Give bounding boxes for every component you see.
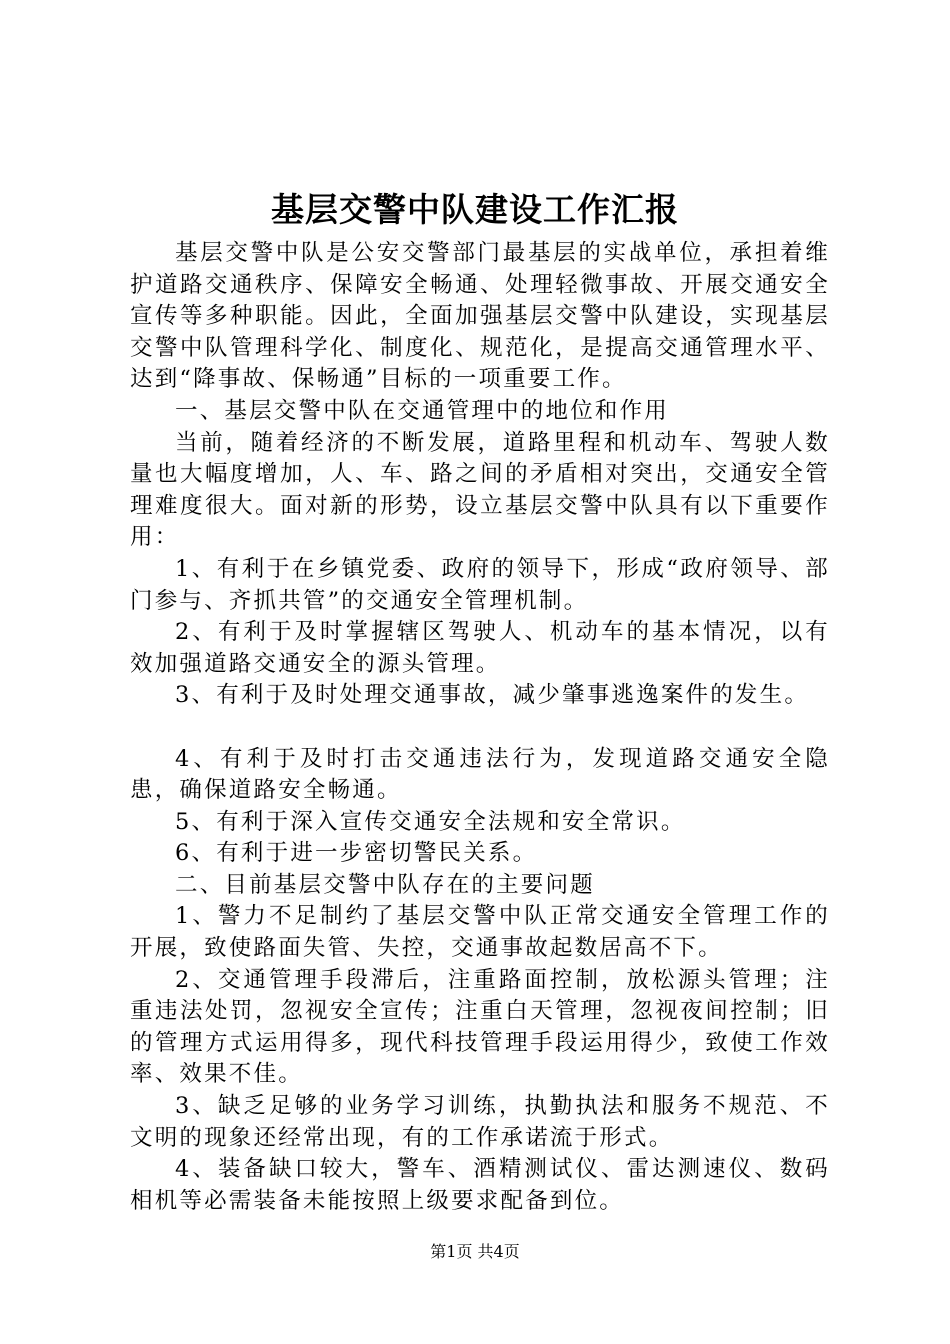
section-2-item-1: 1、警力不足制约了基层交警中队正常交通安全管理工作的开展，致使路面失管、失控，交通事故起数居高不下。 [130, 903, 830, 962]
section-1-item-2: 2、有利于及时掌握辖区驾驶人、机动车的基本情况，以有效加强道路交通安全的源头管理。 [130, 619, 830, 677]
section-1-item-1: 1、有利于在乡镇党委、政府的领导下，形成“政府领导、部门参与、齐抓共管”的交通安全管理机制。 [130, 555, 830, 614]
section-2-item-2: 2、交通管理手段滞后，注重路面控制，放松源头管理；注重违法处罚，忽视安全宣传；注重白天管理，忽视夜间控制；旧的管理方式运用得多，现代科技管理手段运用得少，致使工作效率、效果不佳。 [130, 966, 830, 1088]
section-1-item-6: 6、有利于进一步密切警民关系。 [175, 840, 538, 867]
section-1-paragraph: 当前，随着经济的不断发展，道路里程和机动车、驾驶人数量也大幅度增加，人、车、路之间的矛盾相对突出，交通安全管理难度很大。面对新的形势，设立基层交警中队具有以下重要作用： [130, 429, 830, 551]
section-2-item-4: 4、装备缺口较大，警车、酒精测试仪、雷达测速仪、数码相机等必需装备未能按照上级要求配备到位。 [130, 1156, 830, 1214]
blank-line [130, 712, 830, 744]
section-heading-2: 二、目前基层交警中队存在的主要问题 [175, 871, 595, 898]
document-body [130, 238, 830, 1217]
section-1-item-5: 5、有利于深入宣传交通安全法规和安全常识。 [175, 808, 686, 835]
section-1-item-3: 3、有利于及时处理交通事故，减少肇事逃逸案件的发生。 [175, 682, 810, 709]
section-2-item-3: 3、缺乏足够的业务学习训练，执勤执法和服务不规范、不文明的现象还经常出现，有的工作承诺流于形式。 [130, 1093, 830, 1151]
document-title: 基层交警中队建设工作汇报 [271, 190, 679, 229]
page-number-footer: 第1页 共4页 [430, 1242, 520, 1261]
section-1-item-4: 4、有利于及时打击交通违法行为，发现道路交通安全隐患，确保道路安全畅通。 [130, 745, 830, 804]
intro-paragraph: 基层交警中队是公安交警部门最基层的实战单位，承担着维护道路交通秩序、保障安全畅通、处理轻微事故、开展交通安全宣传等多种职能。因此，全面加强基层交警中队建设，实现基层交警中队管理科学化、制度化、规范化，是提高交通管理水平、达到“降事故、保畅通”目标的一项重要工作。 [130, 240, 830, 393]
section-heading-1: 一、基层交警中队在交通管理中的地位和作用 [175, 397, 670, 424]
